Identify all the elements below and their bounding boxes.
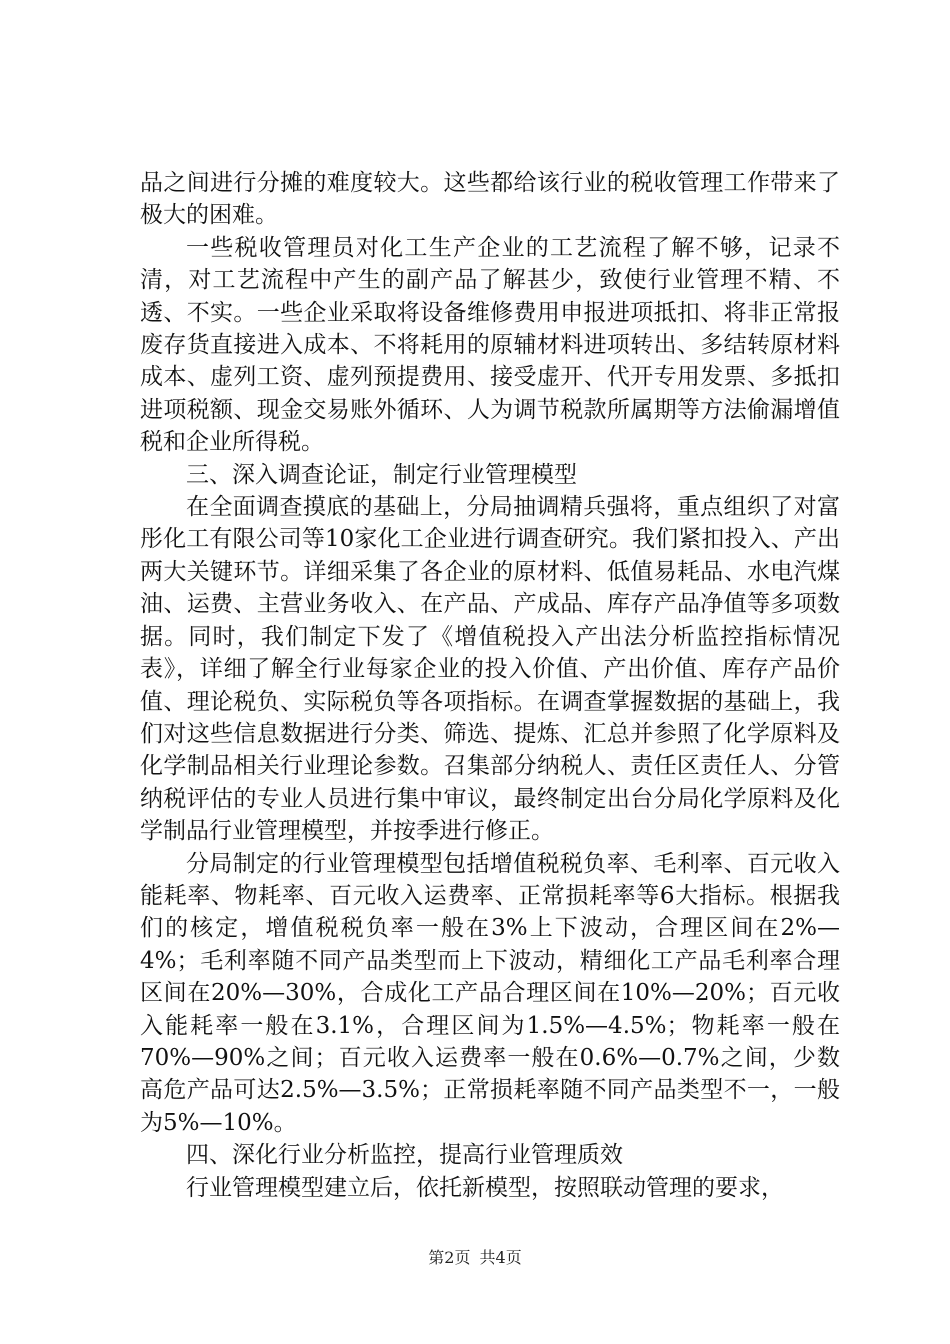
paragraph-2: 一些税收管理员对化工生产企业的工艺流程了解不够，记录不清，对工艺流程中产生的副产品了解甚少，致使行业管理不精、不透、不实。一些企业采取将设备维修费用申报进项抵扣、将非正常报废存货直接进入成本、不将耗用的原辅材料进项转出、多结转原材料成本、虚列工资、虚列预提费用、接受虚开、代开专用发票、多抵扣进项税额、现金交易账外循环、人为调节税款所属期等方法偷漏增值税和企业所得税。 — [140, 234, 840, 456]
paragraph-5: 分局制定的行业管理模型包括增值税税负率、毛利率、百元收入能耗率、物耗率、百元收入运费率、正常损耗率等6大指标。根据我们的核定，增值税税负率一般在3%上下波动，合理区间在2%—4%；毛利率随不同产品类型而上下波动，精细化工产品毛利率合理区间在20%—30%，合成化工产品合理区间在10%—20%；百元收入能耗率一般在3.1%，合理区间为1.5%—4.5%；物耗率一般在70%—90%之间；百元收入运费率一般在0.6%—0.7%之间，少数高危产品可达2.5%—3.5%；正常损耗率随不同产品类型不一，一般为5%—10%。 — [140, 850, 840, 1136]
paragraph-7: 行业管理模型建立后，依托新模型，按照联动管理的要求， — [186, 1174, 784, 1201]
document-body — [140, 167, 840, 1204]
page-footer — [0, 1245, 950, 1268]
page-number: 第2页 — [428, 1248, 471, 1267]
paragraph-1: 品之间进行分摊的难度较大。这些都给该行业的税收管理工作带来了极大的困难。 — [140, 170, 840, 229]
section-heading-4: 四、深化行业分析监控，提高行业管理质效 — [186, 1142, 623, 1169]
page-total: 共4页 — [479, 1248, 522, 1267]
paragraph-4: 在全面调查摸底的基础上，分局抽调精兵强将，重点组织了对富彤化工有限公司等10家化工企业进行调查研究。我们紧扣投入、产出两大关键环节。详细采集了各企业的原材料、低值易耗品、水电汽煤油、运费、主营业务收入、在产品、产成品、库存产品净值等多项数据。同时，我们制定下发了《增值税投入产出法分析监控指标情况表》，详细了解全行业每家企业的投入价值、产出价值、库存产品价值、理论税负、实际税负等各项指标。在调查掌握数据的基础上，我们对这些信息数据进行分类、筛选、提炼、汇总并参照了化学原料及化学制品相关行业理论参数。召集部分纳税人、责任区责任人、分管纳税评估的专业人员进行集中审议，最终制定出台分局化学原料及化学制品行业管理模型，并按季进行修正。 — [140, 494, 840, 845]
section-heading-3: 三、深入调查论证，制定行业管理模型 — [186, 461, 577, 488]
